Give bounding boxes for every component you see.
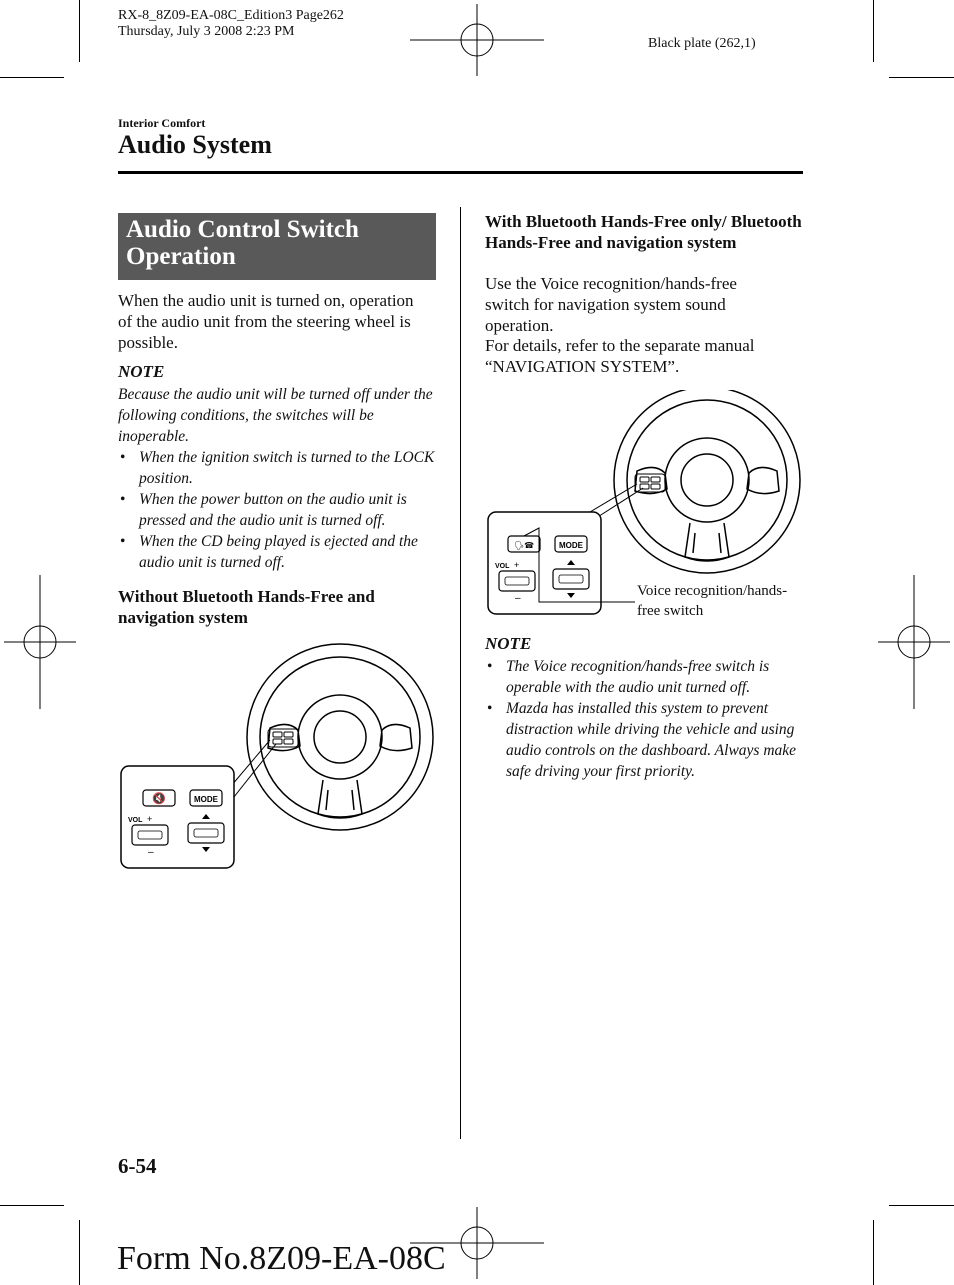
- voice-phone-icon: 🗣☎: [513, 541, 535, 550]
- wheel-switch-small: [635, 474, 665, 492]
- note-block-right: [485, 656, 805, 782]
- vol-label: VOL: [495, 563, 510, 570]
- mode-label: MODE: [559, 541, 583, 550]
- section-heading-line1: Audio Control Switch: [126, 216, 359, 243]
- note-bullet-list: [485, 656, 805, 782]
- note-title: NOTE: [118, 362, 165, 381]
- vol-plus-label: +: [514, 560, 520, 570]
- section-heading: [118, 213, 436, 280]
- leader-line: [590, 484, 637, 512]
- bluetooth-paragraph-2: For details, refer to the separate manual “NAVIGATION SYSTEM”.: [485, 336, 755, 376]
- callout-line1: Voice recognition/hands-: [637, 583, 788, 599]
- note-bullet: • When the ignition switch is turned to the LOCK position.: [118, 447, 438, 489]
- note-block: [118, 384, 438, 573]
- note-bullet: • The Voice recognition/hands-free switch is operable with the audio unit turned off.: [485, 656, 805, 698]
- registration-mark-right: [878, 575, 950, 709]
- section-heading-line2: Operation: [126, 243, 236, 270]
- registration-mark-left: [4, 575, 76, 709]
- callout-line2: free switch: [637, 603, 704, 619]
- registration-mark-top: [410, 4, 544, 76]
- title-divider: [118, 171, 803, 174]
- bluetooth-paragraph-1: Use the Voice recognition/hands-free switch for navigation system sound operation.: [485, 274, 737, 335]
- print-timestamp: Thursday, July 3 2008 2:23 PM: [118, 24, 295, 39]
- column-divider: [460, 207, 461, 1139]
- mode-label: MODE: [194, 795, 218, 804]
- mute-icon: 🔇: [152, 792, 166, 805]
- subheading-with-bluetooth: With Bluetooth Hands-Free only/ Bluetooth Hands-Free and navigation system: [485, 212, 802, 252]
- note-intro: Because the audio unit will be turned off under the following conditions, the switches will be inoperable.: [118, 386, 433, 445]
- steering-wheel-figure-standard: [118, 642, 438, 874]
- vol-minus-label: –: [515, 593, 521, 604]
- intro-paragraph: When the audio unit is turned on, operation of the audio unit from the steering wheel is possible.: [118, 291, 414, 352]
- note-bullet: • When the power button on the audio unit is pressed and the audio unit is turned off.: [118, 489, 438, 531]
- vol-minus-label: –: [148, 847, 154, 858]
- page-title: Audio System: [118, 130, 272, 159]
- note-bullet-list: [118, 447, 438, 573]
- print-job-id: RX-8_8Z09-EA-08C_Edition3 Page262: [118, 8, 344, 23]
- form-number: Form No.8Z09-EA-08C: [117, 1240, 446, 1277]
- wheel-switch-small: [268, 729, 298, 747]
- page-number: 6-54: [118, 1154, 157, 1178]
- plate-label: Black plate (262,1): [648, 36, 756, 51]
- subheading-without-bluetooth: Without Bluetooth Hands-Free and navigation system: [118, 587, 375, 627]
- note-bullet: • When the CD being played is ejected and the audio unit is turned off.: [118, 531, 438, 573]
- note-bullet: • Mazda has installed this system to prevent distraction while driving the vehicle and using audio controls on the dashboard. Always make safe driving your first priority.: [485, 698, 805, 782]
- vol-label: VOL: [128, 817, 143, 824]
- section-label: Interior Comfort: [118, 116, 206, 130]
- voice-switch-callout: [637, 581, 787, 621]
- vol-plus-label: +: [147, 814, 153, 824]
- note-title-right: NOTE: [485, 634, 532, 653]
